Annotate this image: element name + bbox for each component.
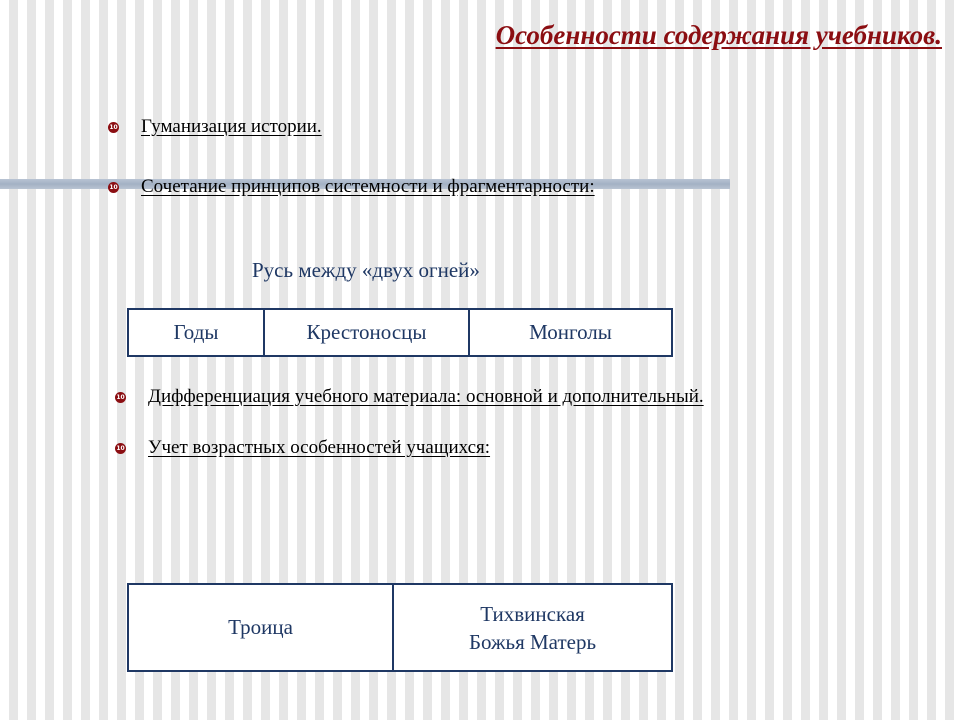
numbered-bullet-icon: 10 <box>109 123 118 131</box>
cell-line-2: Божья Матерь <box>468 629 597 654</box>
numbered-bullet-icon: 10 <box>116 393 125 401</box>
bullet-text: Сочетание принципов системности и фрагментарности: <box>141 176 595 197</box>
numbered-bullet-icon: 10 <box>109 183 118 191</box>
table-row <box>128 584 672 671</box>
table-cell-trinity: Троица <box>128 584 393 671</box>
numbered-bullet-icon: 10 <box>116 444 125 452</box>
cell-line-1: Тихвинская <box>480 601 585 626</box>
slide-title: Особенности содержания учебников. <box>495 20 942 50</box>
bullet-item-systematic <box>108 176 595 198</box>
bullet-item-humanization <box>108 116 322 138</box>
bullet-text: Учет возрастных особенностей учащихся: <box>148 437 491 458</box>
bullet-text: Дифференциация учебного материала: основной и дополнительный. <box>148 386 704 407</box>
bullet-item-age <box>115 437 490 459</box>
table-cell-years: Годы <box>128 309 264 356</box>
table-row <box>128 309 672 356</box>
table-cell-crusaders: Крестоносцы <box>264 309 469 356</box>
table-cell-mongols: Монголы <box>469 309 672 356</box>
rus-two-fires-table <box>127 308 673 357</box>
icons-table <box>127 583 673 672</box>
table1-caption: Русь между «двух огней» <box>252 258 480 282</box>
table-cell-tikhvin <box>393 584 672 671</box>
bullet-text: Гуманизация истории. <box>141 116 322 137</box>
bullet-item-differentiation <box>115 386 704 408</box>
